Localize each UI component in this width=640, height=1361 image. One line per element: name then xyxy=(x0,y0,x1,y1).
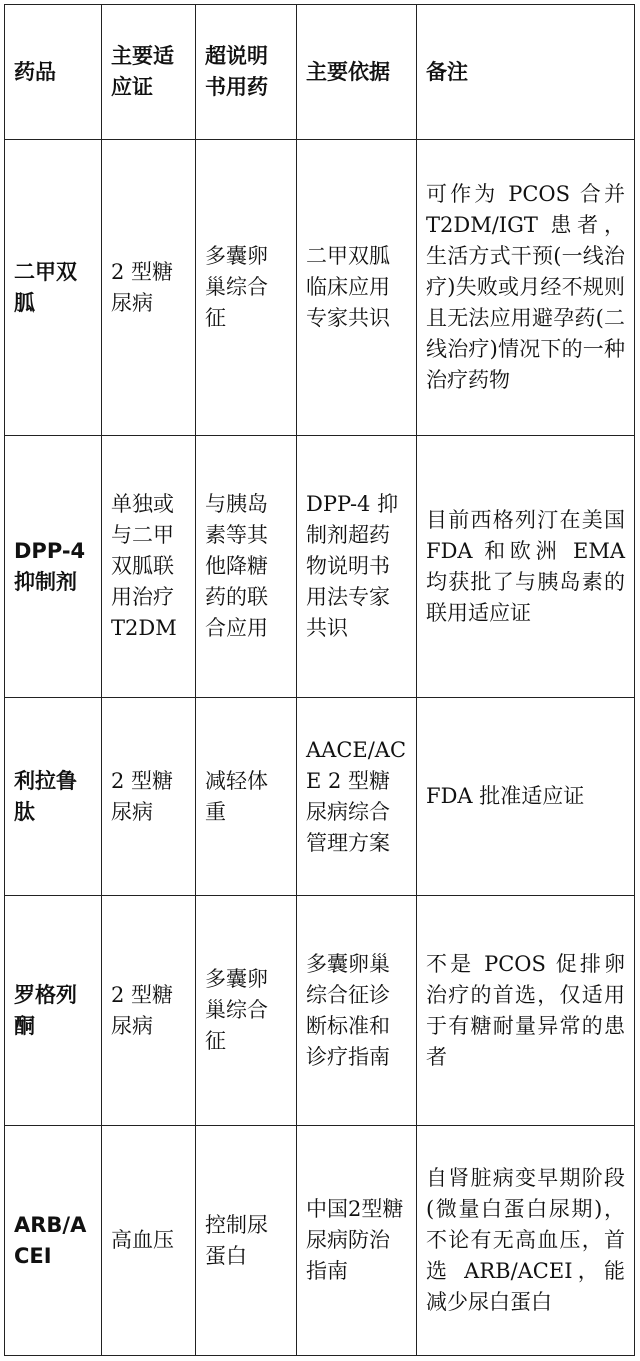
basis-cell: 多囊卵巢综合征诊断标准和诊疗指南 xyxy=(297,896,417,1126)
header-indication: 主要适应证 xyxy=(102,5,196,140)
table-row xyxy=(5,698,635,896)
notes-cell: 可作为 PCOS 合并 T2DM/IGT 患者，生活方式干预(一线治疗)失败或月经不规则且无法应用避孕药(二线治疗)情况下的一种治疗药物 xyxy=(417,140,635,436)
basis-cell: DPP-4 抑制剂超药物说明书用法专家共识 xyxy=(297,436,417,698)
drug-cell: 利拉鲁肽 xyxy=(5,698,102,896)
basis-cell: AACE/ACE 2 型糖尿病综合管理方案 xyxy=(297,698,417,896)
basis-cell: 中国2型糖尿病防治指南 xyxy=(297,1126,417,1356)
table-row xyxy=(5,1126,635,1356)
drug-cell: 二甲双胍 xyxy=(5,140,102,436)
drug-cell: DPP-4 抑制剂 xyxy=(5,436,102,698)
off-label-cell: 多囊卵巢综合征 xyxy=(196,896,297,1126)
table-header-row xyxy=(5,5,635,140)
indication-cell: 高血压 xyxy=(102,1126,196,1356)
notes-cell: 目前西格列汀在美国 FDA 和欧洲 EMA 均获批了与胰岛素的联用适应证 xyxy=(417,436,635,698)
table-row xyxy=(5,140,635,436)
off-label-cell: 与胰岛素等其他降糖药的联合应用 xyxy=(196,436,297,698)
notes-cell: 自肾脏病变早期阶段(微量白蛋白尿期)，不论有无高血压，首选 ARB/ACEI，能减少尿白蛋白 xyxy=(417,1126,635,1356)
header-basis: 主要依据 xyxy=(297,5,417,140)
header-notes: 备注 xyxy=(417,5,635,140)
indication-cell: 2 型糖尿病 xyxy=(102,140,196,436)
notes-cell: 不是 PCOS 促排卵治疗的首选，仅适用于有糖耐量异常的患者 xyxy=(417,896,635,1126)
header-off-label-use: 超说明书用药 xyxy=(196,5,297,140)
notes-cell: FDA 批准适应证 xyxy=(417,698,635,896)
off-label-drug-table xyxy=(4,4,635,1356)
drug-cell: 罗格列酮 xyxy=(5,896,102,1126)
indication-cell: 单独或与二甲双胍联用治疗 T2DM xyxy=(102,436,196,698)
basis-cell: 二甲双胍临床应用专家共识 xyxy=(297,140,417,436)
off-label-cell: 减轻体重 xyxy=(196,698,297,896)
indication-cell: 2 型糖尿病 xyxy=(102,698,196,896)
off-label-cell: 控制尿蛋白 xyxy=(196,1126,297,1356)
table-row xyxy=(5,896,635,1126)
off-label-cell: 多囊卵巢综合征 xyxy=(196,140,297,436)
header-drug: 药品 xyxy=(5,5,102,140)
indication-cell: 2 型糖尿病 xyxy=(102,896,196,1126)
table-row xyxy=(5,436,635,698)
drug-cell: ARB/ACEI xyxy=(5,1126,102,1356)
